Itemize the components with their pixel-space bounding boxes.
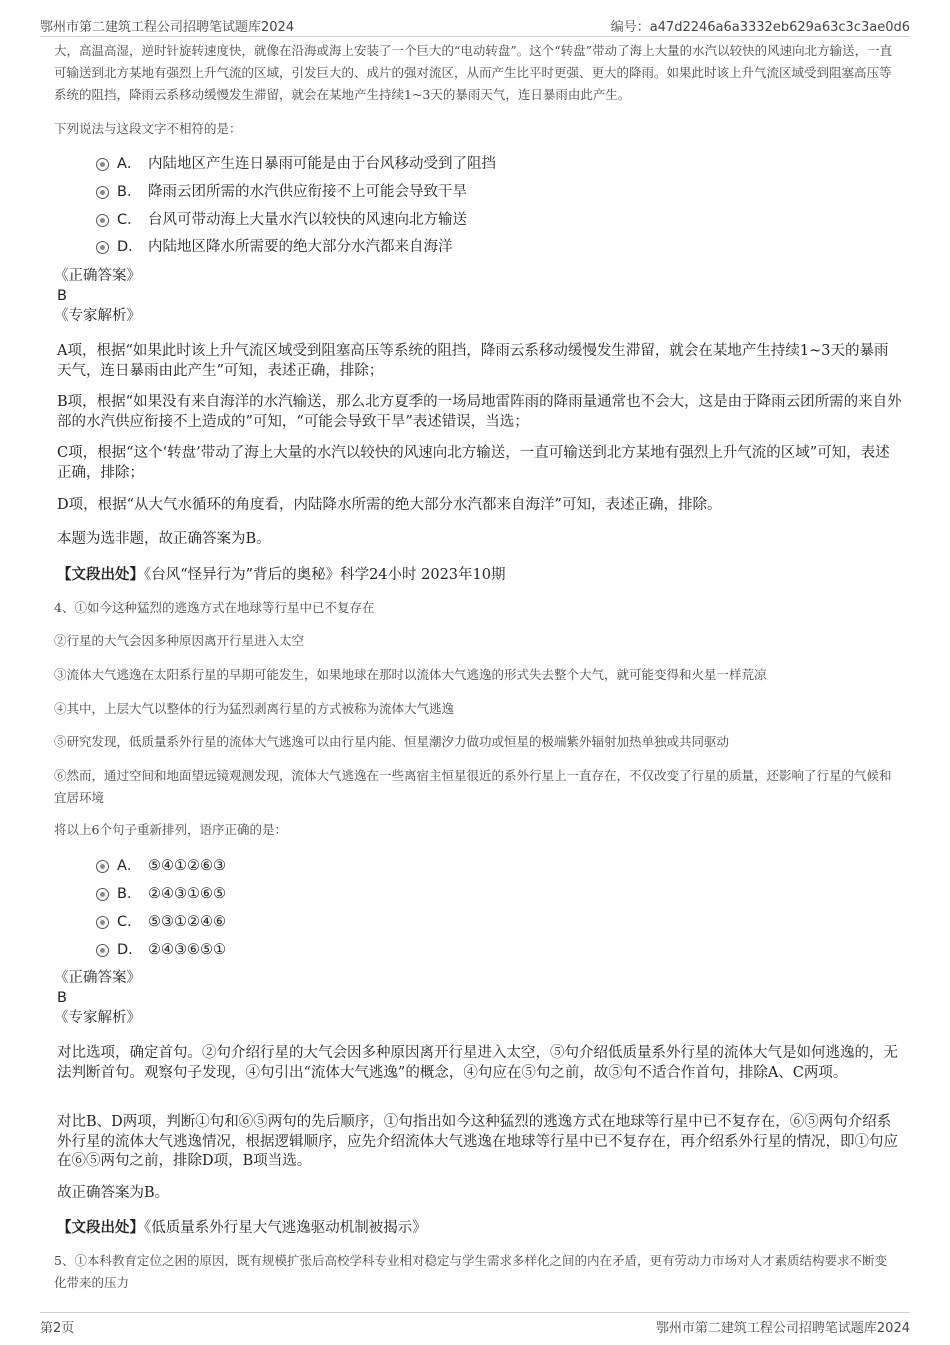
option-text: ②④③⑥⑤① <box>148 942 226 958</box>
source-label: 【文段出处】 <box>57 1219 144 1236</box>
q4-option-c[interactable] <box>96 912 226 932</box>
q3-analysis-label: 《专家解析》 <box>54 308 141 324</box>
footer-title: 鄂州市第二建筑工程公司招聘笔试题库2024 <box>655 1321 910 1336</box>
q3-option-c[interactable] <box>96 210 467 230</box>
option-letter: B． <box>117 184 142 200</box>
option-letter: A． <box>117 858 142 874</box>
q4-sentence-1: 4、①如今这种猛烈的逃逸方式在地球等行星中已不复存在 <box>54 600 375 615</box>
q4-stem: 将以上6个句子重新排列，语序正确的是： <box>54 822 287 837</box>
q3-stem: 下列说法与这段文字不相符的是： <box>54 121 242 136</box>
q3-option-a[interactable] <box>96 154 496 174</box>
source-text: 《低质量系外行星大气逃逸驱动机制被揭示》 <box>144 1220 427 1236</box>
option-letter: D． <box>117 942 143 958</box>
page-header <box>40 14 910 37</box>
source-text: 《台风“怪异行为”背后的奥秘》科学24小时 2023年10期 <box>144 567 506 583</box>
q3-analysis-c: C项，根据“这个‘转盘’带动了海上大量的水汽以较快的风速向北方输送，一直可输送到北方某地有强烈上升气流的区域”可知，表述正确，排除； <box>57 445 890 481</box>
radio-icon[interactable] <box>96 241 109 254</box>
q3-answer-label: 《正确答案》 <box>54 268 141 284</box>
q4-sentence-6: ⑥然而，通过空间和地面望远镜观测发现，流体大气逃逸在一些离宿主恒星很近的系外行星上一直存在，不仅改变了行星的质量，还影响了行星的气候和宜居环境 <box>54 768 892 805</box>
q4-analysis-2: 对比B、D两项，判断①句和⑥⑤两句的先后顺序，①句指出如今这种猛烈的逃逸方式在地球等行星中已不复存在，⑥⑤两句介绍系外行星的流体大气逃逸情况，根据逻辑顺序，应先介绍流体大气逃逸在地球等行星中已不复存在，再介绍系外行星的情况，即①句应在⑥⑤两句之前，排除D项，B项当选。 <box>57 1114 898 1169</box>
option-text: 内陆地区产生连日暴雨可能是由于台风移动受到了阻挡 <box>148 156 496 172</box>
q4-analysis-label: 《专家解析》 <box>54 1010 141 1026</box>
q4-answer-label: 《正确答案》 <box>54 970 141 986</box>
option-text: 台风可带动海上大量水汽以较快的风速向北方输送 <box>148 212 467 228</box>
option-letter: B． <box>117 886 142 902</box>
radio-icon[interactable] <box>96 158 109 171</box>
option-text: ⑤③①②④⑥ <box>148 914 226 930</box>
q3-passage: 大，高温高湿，逆时针旋转速度快，就像在沿海或海上安装了一个巨大的“电动转盘”。这个“转盘”带动了海上大量的水汽以较快的风速向北方输送，一直可输送到北方某地有强烈上升气流的区域，引发巨大的、成片的强对流区，从而产生比平时更强、更大的降雨。如果此时该上升气流区域受到阻塞高压等系统的阻挡，降雨云系移动缓慢发生滞留，就会在某地产生持续1~3天的暴雨天气，连日暴雨由此产生。 <box>54 43 893 102</box>
q4-sentence-4: ④其中，上层大气以整体的行为猛烈剥离行星的方式被称为流体大气逃逸 <box>54 701 455 716</box>
option-text: 内陆地区降水所需要的绝大部分水汽都来自海洋 <box>148 239 453 255</box>
option-text: ⑤④①②⑥③ <box>148 858 226 874</box>
q3-answer: B <box>57 288 67 304</box>
option-letter: A． <box>117 156 142 172</box>
page-footer <box>40 1312 910 1335</box>
radio-icon[interactable] <box>96 944 109 957</box>
q3-analysis-d: D项，根据“从大气水循环的角度看，内陆降水所需的绝大部分水汽都来自海洋”可知，表述正确，排除。 <box>57 497 722 513</box>
q3-analysis-b: B项，根据“如果没有来自海洋的水汽输送，那么北方夏季的一场局地雷阵雨的降雨量通常也不会大，这是由于降雨云团所需的来自外部的水汽供应衔接不上造成的”可知，“可能会导致干旱”表述错误，当选； <box>57 394 902 430</box>
option-letter: D． <box>117 239 143 255</box>
option-letter: C． <box>117 914 142 930</box>
radio-icon[interactable] <box>96 186 109 199</box>
header-title: 鄂州市第二建筑工程公司招聘笔试题库2024 <box>40 20 295 35</box>
radio-icon[interactable] <box>96 888 109 901</box>
q3-source <box>57 563 902 584</box>
q5-sentence-1: 5、①本科教育定位之困的原因，既有规模扩张后高校学科专业相对稳定与学生需求多样化之间的内在矛盾，更有劳动力市场对人才素质结构要求不断变化带来的压力 <box>54 1253 887 1290</box>
q4-answer: B <box>57 990 67 1006</box>
q3-option-b[interactable] <box>96 182 467 202</box>
q3-conclusion: 本题为选非题，故正确答案为B。 <box>57 531 271 547</box>
radio-icon[interactable] <box>96 214 109 227</box>
q4-sentence-3: ③流体大气逃逸在太阳系行星的早期可能发生，如果地球在那时以流体大气逃逸的形式失去整个大气，就可能变得和火星一样荒凉 <box>54 667 767 682</box>
q4-option-a[interactable] <box>96 856 226 876</box>
q3-option-d[interactable] <box>96 237 453 257</box>
q4-sentence-5: ⑤研究发现，低质量系外行星的流体大气逃逸可以由行星内能、恒星潮汐力做功或恒星的极端紫外辐射加热单独或共同驱动 <box>54 734 730 749</box>
header-doc-id: 编号：a47d2246a6a3332eb629a63c3c3ae0d6 <box>610 20 910 35</box>
source-label: 【文段出处】 <box>57 566 144 583</box>
option-text: 降雨云团所需的水汽供应衔接不上可能会导致干旱 <box>148 184 467 200</box>
q4-conclusion: 故正确答案为B。 <box>57 1185 170 1201</box>
q4-sentence-2: ②行星的大气会因多种原因离开行星进入太空 <box>54 633 305 648</box>
radio-icon[interactable] <box>96 860 109 873</box>
q4-source <box>57 1216 902 1237</box>
page-number: 第2页 <box>40 1321 75 1336</box>
q3-analysis-a: A项，根据“如果此时该上升气流区域受到阻塞高压等系统的阻挡，降雨云系移动缓慢发生滞留，就会在某地产生持续1~3天的暴雨天气，连日暴雨由此产生”可知，表述正确，排除； <box>57 343 889 379</box>
option-letter: C． <box>117 212 142 228</box>
q4-option-d[interactable] <box>96 940 226 960</box>
radio-icon[interactable] <box>96 916 109 929</box>
option-text: ②④③①⑥⑤ <box>148 886 226 902</box>
q4-option-b[interactable] <box>96 884 226 904</box>
q4-analysis-1: 对比选项，确定首句。②句介绍行星的大气会因多种原因离开行星进入太空，⑤句介绍低质量系外行星的流体大气是如何逃逸的，无法判断首句。观察句子发现，④句引出“流体大气逃逸”的概念，④句应在⑤句之前，故⑤句不适合作首句，排除A、C两项。 <box>57 1045 898 1081</box>
